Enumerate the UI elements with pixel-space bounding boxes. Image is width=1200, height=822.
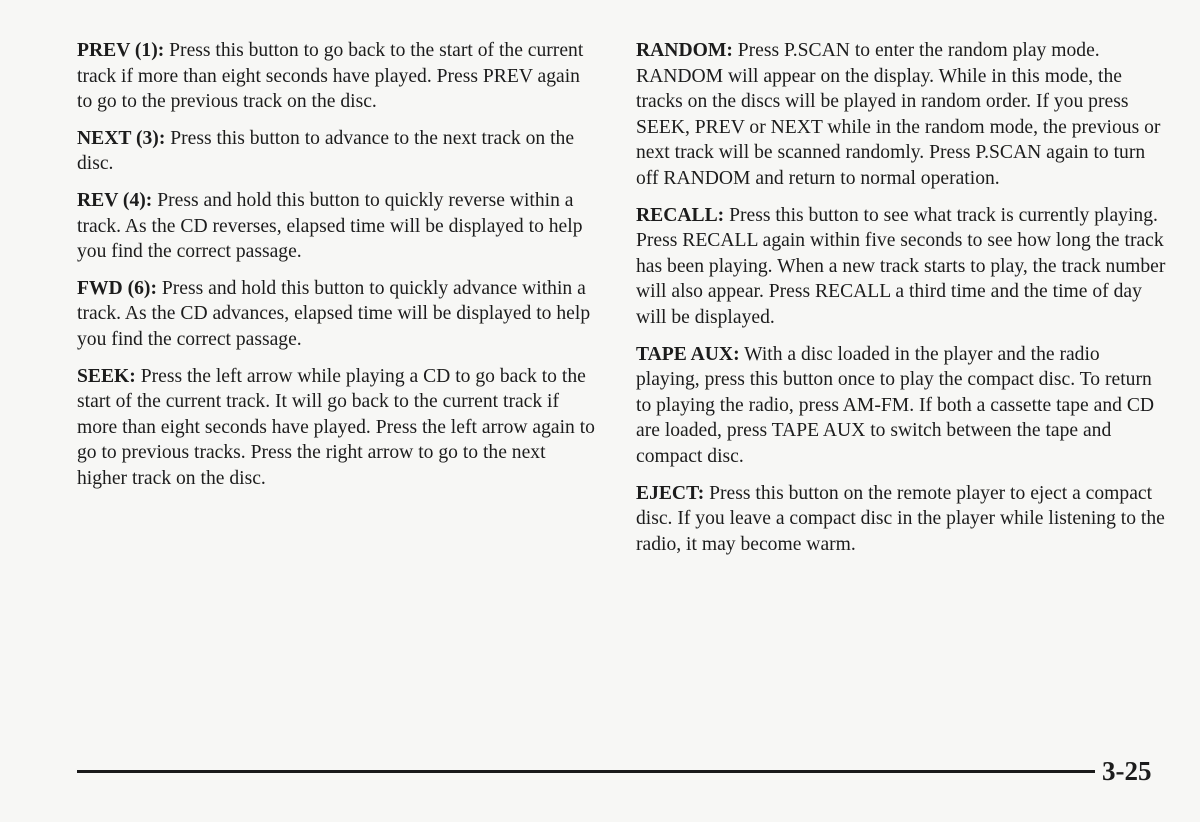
fwd-term: FWD (6): bbox=[77, 277, 157, 299]
right-column bbox=[636, 38, 1166, 568]
next-text: Press this button to advance to the next track on the disc. bbox=[77, 127, 575, 175]
random-term: RANDOM: bbox=[636, 40, 733, 61]
tape-aux-term: TAPE AUX: bbox=[636, 343, 740, 365]
recall-term: RECALL: bbox=[636, 204, 725, 226]
rev-term: REV (4): bbox=[77, 189, 153, 211]
seek-paragraph bbox=[77, 364, 597, 492]
next-term: NEXT (3): bbox=[77, 127, 166, 149]
prev-text: Press this button to go back to the start of the current track if more than eight seconds have played. Press PREV again to go to the previous track on the disc. bbox=[77, 40, 584, 113]
page-number: 3-25 bbox=[1102, 756, 1152, 786]
rev-text: Press and hold this button to quickly reverse within a track. As the CD reverses, elapsed time will be displayed to help you find the correct passage. bbox=[77, 189, 583, 263]
random-paragraph bbox=[636, 38, 1166, 192]
left-column bbox=[77, 38, 597, 503]
eject-paragraph bbox=[636, 481, 1166, 558]
recall-paragraph bbox=[636, 203, 1166, 331]
fwd-paragraph bbox=[77, 276, 597, 353]
next-paragraph bbox=[77, 126, 597, 177]
fwd-text: Press and hold this button to quickly advance within a track. As the CD advances, elapsed time will be displayed to help you find the correct passage. bbox=[77, 277, 591, 350]
seek-text: Press the left arrow while playing a CD to go back to the start of the current track. It will go back to the current track if more than eight seconds have played. Press the left arrow again to go to previous tracks. Press the right arrow to go to the next higher track on the disc. bbox=[77, 365, 595, 489]
recall-text: Press this button to see what track is currently playing. Press RECALL again within five seconds to see how long the track has been playing. When a new track starts to play, the track number will also appear. Press RECALL a third time and the time of day will be displayed. bbox=[636, 204, 1166, 328]
footer-rule bbox=[77, 770, 1095, 773]
seek-term: SEEK: bbox=[77, 365, 136, 387]
tape-aux-paragraph bbox=[636, 342, 1166, 470]
prev-paragraph bbox=[77, 38, 597, 115]
tape-aux-text: With a disc loaded in the player and the radio playing, press this button once to play the compact disc. To return to playing the radio, press AM-FM. If both a cassette tape and CD are loaded, press TAPE AUX to switch between the tape and compact disc. bbox=[636, 343, 1155, 467]
prev-term: PREV (1): bbox=[77, 40, 165, 61]
eject-text: Press this button on the remote player to eject a compact disc. If you leave a compact disc in the player while listening to the radio, it may become warm. bbox=[636, 482, 1165, 555]
eject-term: EJECT: bbox=[636, 482, 705, 504]
random-text: Press P.SCAN to enter the random play mode. RANDOM will appear on the display. While in this mode, the tracks on the discs will be played in random order. If you press SEEK, PREV or NEXT while in the random mode, the previous or next track will be scanned randomly. Press P.SCAN again to turn off RANDOM and return to normal operation. bbox=[636, 40, 1161, 189]
rev-paragraph bbox=[77, 188, 597, 265]
